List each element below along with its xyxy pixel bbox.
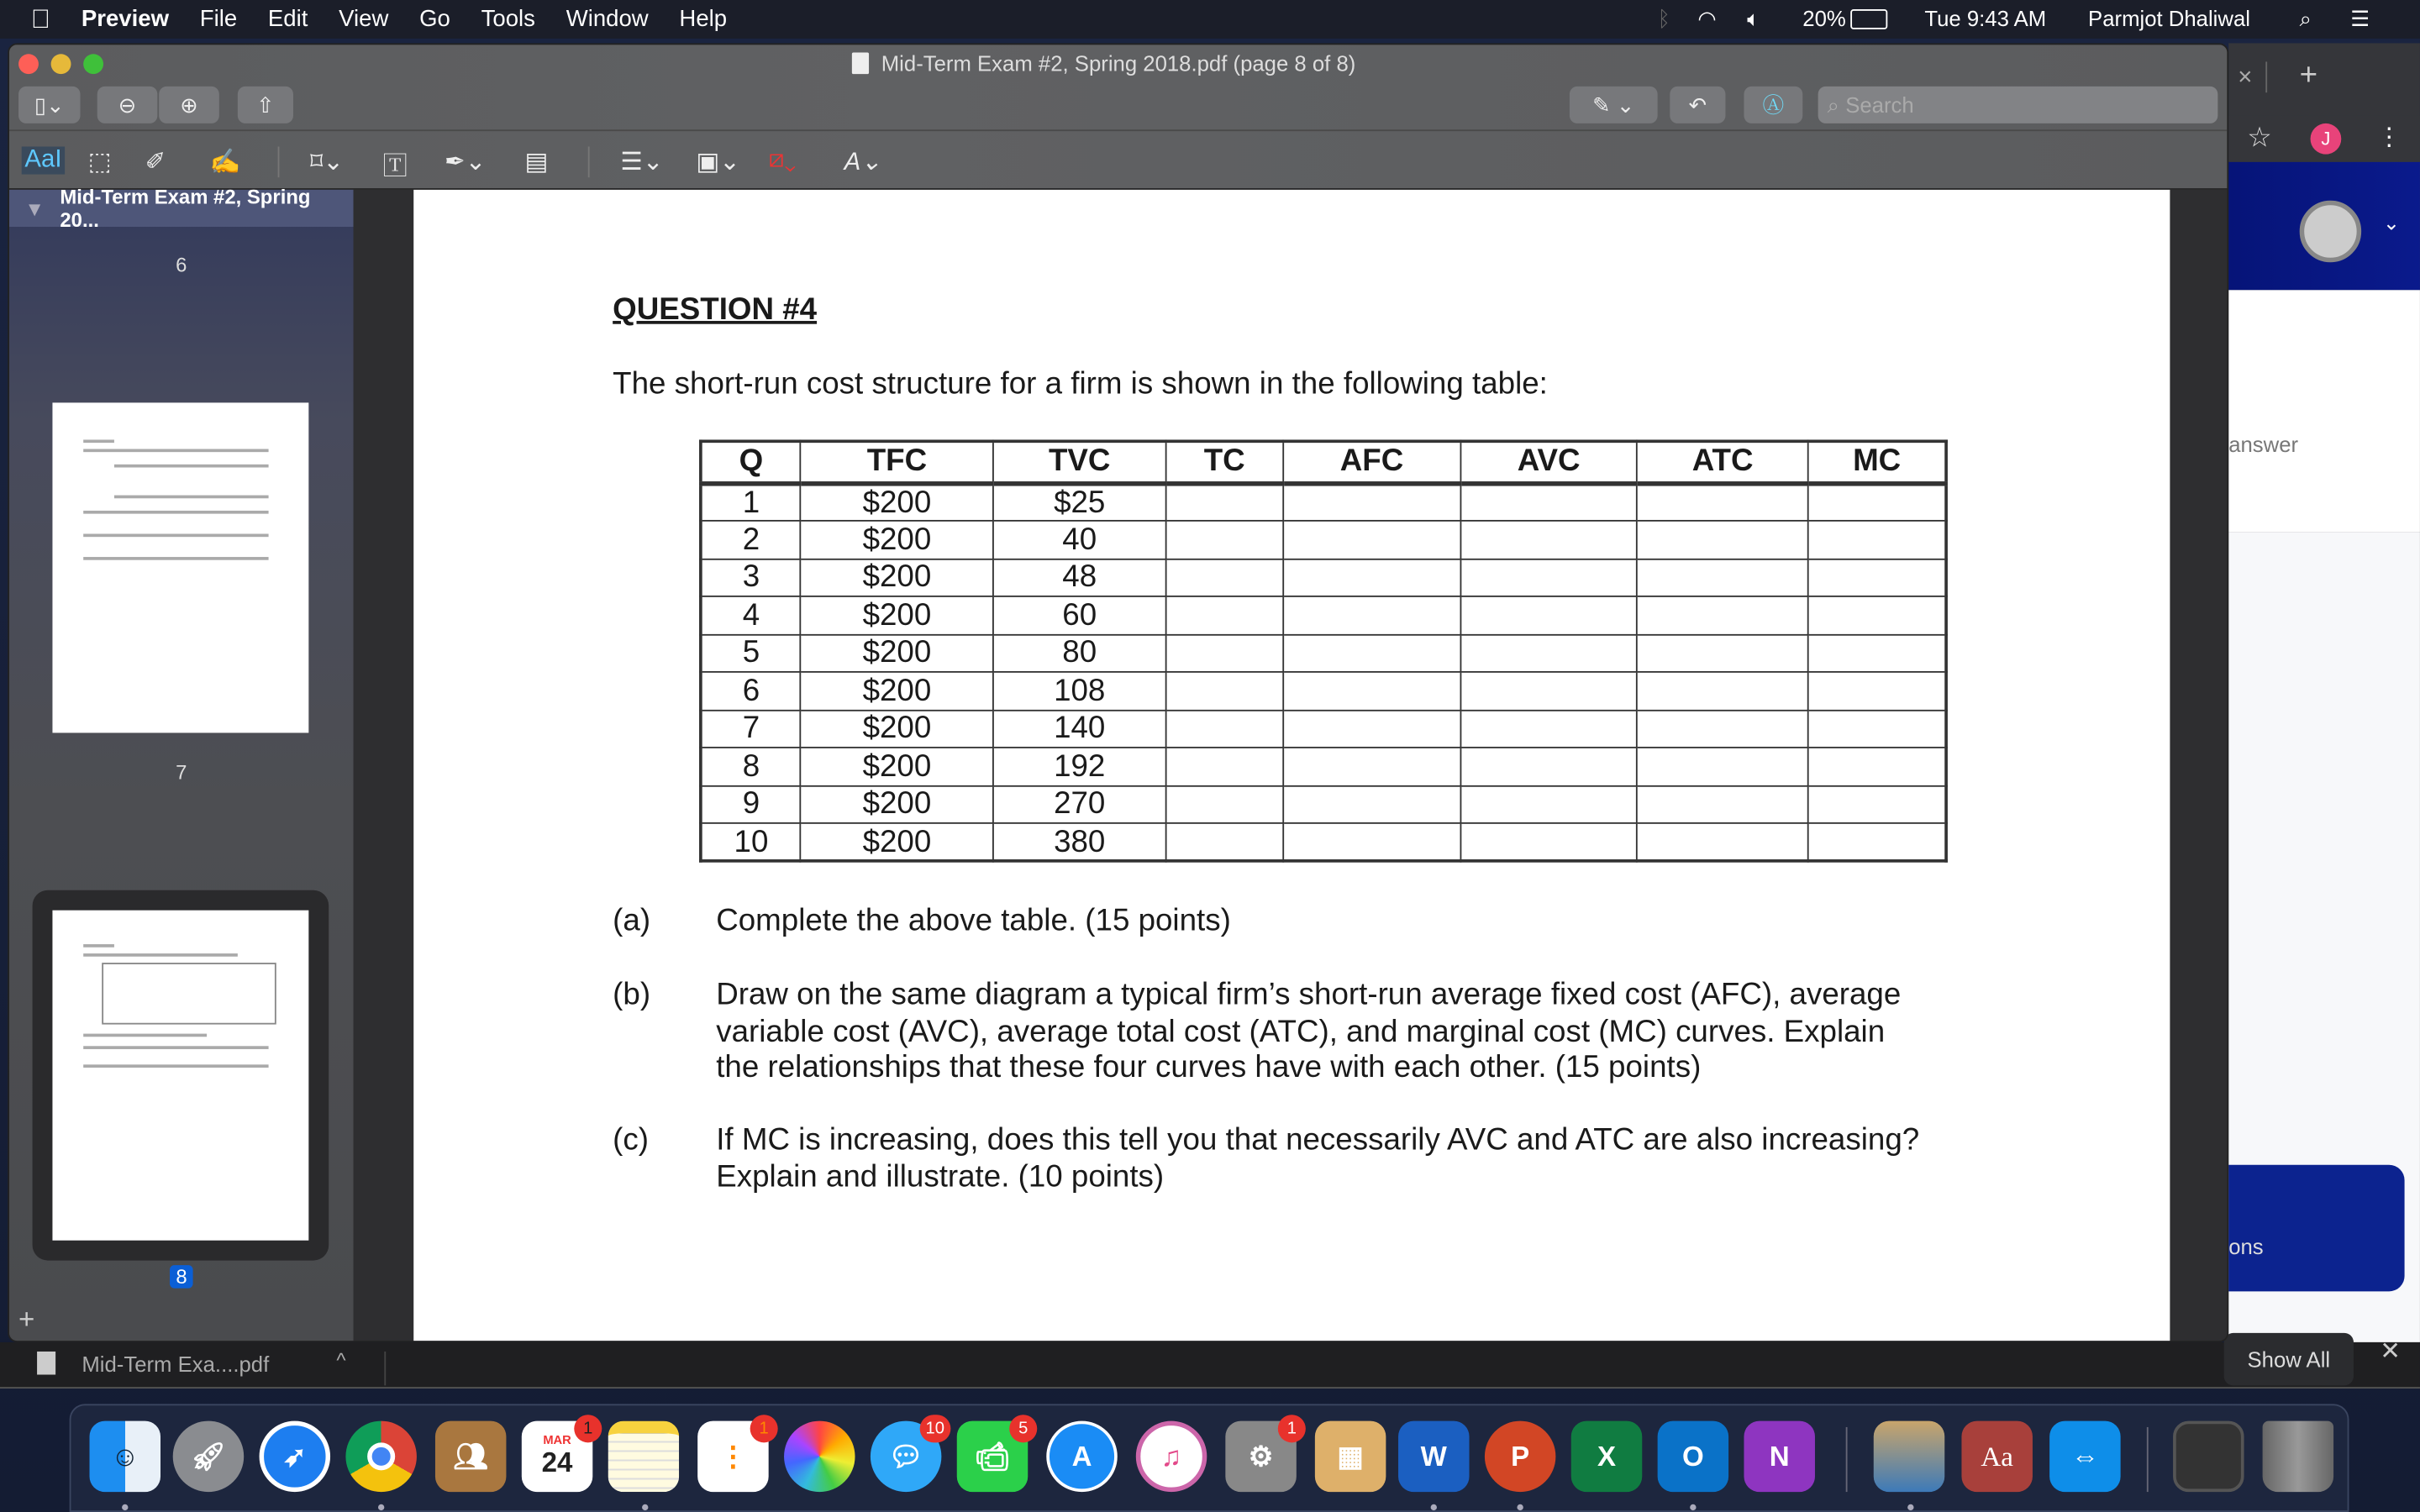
cell-q: 3	[701, 559, 801, 596]
cell-tfc: $200	[801, 559, 993, 596]
text-style-tool[interactable]: A⌄	[844, 150, 881, 176]
battery-percent[interactable]: 20%	[1802, 6, 1846, 31]
cell-afc	[1283, 521, 1461, 559]
cell-tvc: 40	[993, 521, 1166, 559]
teamviewer-icon[interactable]: ⇔	[2049, 1421, 2120, 1492]
column-header-tfc: TFC	[801, 441, 993, 483]
powerpoint-icon[interactable]: P	[1485, 1421, 1555, 1492]
clock[interactable]: Tue 9:43 AM	[1924, 6, 2047, 31]
cell-tc	[1166, 748, 1283, 785]
cell-avc	[1460, 672, 1637, 710]
cell-afc	[1283, 483, 1461, 521]
blue-action-button[interactable]: ons	[2228, 1165, 2404, 1292]
share-button[interactable]: ⇧	[238, 87, 293, 123]
reminders-icon[interactable]: ⋮ 1	[697, 1421, 768, 1492]
cell-atc	[1637, 483, 1808, 521]
cell-tfc: $200	[801, 748, 993, 785]
signature-tool[interactable]: ✒⌄	[444, 150, 487, 176]
cell-tc	[1166, 521, 1283, 559]
facetime-icon[interactable]: 📹︎ 5	[957, 1421, 1028, 1492]
cell-q: 4	[701, 596, 801, 634]
rotate-button[interactable]: ↶	[1670, 87, 1725, 123]
draw-tool[interactable]: ✍	[209, 150, 241, 176]
cell-tvc: 380	[993, 823, 1166, 861]
page-thumbnail-8[interactable]	[52, 911, 308, 1241]
cell-tc	[1166, 823, 1283, 861]
question-a-text: Complete the above table. (15 points)	[716, 904, 1231, 938]
cell-atc	[1637, 559, 1808, 596]
toolbar	[9, 45, 2228, 190]
cell-q: 8	[701, 748, 801, 785]
column-header-q: Q	[701, 441, 801, 483]
cell-mc	[1808, 672, 1946, 710]
menu-window[interactable]: Window	[546, 6, 629, 33]
calendar-badge: 1	[574, 1415, 602, 1442]
menu-app-preview[interactable]: Preview	[61, 6, 150, 33]
pdf-page	[413, 190, 2170, 1342]
finder-icon[interactable]: ☺	[90, 1421, 160, 1492]
search-icon: ⌕	[1827, 92, 1846, 117]
cell-tfc: $200	[801, 596, 993, 634]
download-options-chevron-icon[interactable]: ^	[336, 1348, 346, 1372]
cell-atc	[1637, 672, 1808, 710]
cell-atc	[1637, 785, 1808, 823]
cell-tfc: $200	[801, 823, 993, 861]
archive-utility-icon[interactable]: ▦	[1315, 1421, 1386, 1492]
minimized-window-thumbnail[interactable]	[2173, 1421, 2244, 1492]
question-c-label: (c)	[613, 1123, 650, 1158]
cell-afc	[1283, 559, 1461, 596]
volume-icon[interactable]: 🔈︎	[1747, 6, 1760, 31]
close-tab-button[interactable]: ×	[2238, 65, 2253, 92]
fill-color-tool[interactable]: ⧄⌄	[768, 146, 797, 173]
question-heading: QUESTION #4	[613, 292, 818, 328]
cell-mc	[1808, 634, 1946, 672]
pdf-file-icon	[37, 1352, 55, 1375]
cell-tc	[1166, 559, 1283, 596]
table-row	[701, 483, 1946, 521]
answer-text: answer	[2228, 432, 2299, 457]
spotlight-icon[interactable]: ⌕	[2299, 6, 2312, 31]
column-header-tc: TC	[1166, 441, 1283, 483]
cell-avc	[1460, 596, 1637, 634]
table-row	[701, 634, 1946, 672]
sidebar-toggle-button[interactable]: ▯⌄	[18, 87, 80, 123]
cell-tvc: 80	[993, 634, 1166, 672]
menu-help[interactable]: Help	[660, 6, 708, 33]
table-row	[701, 785, 1946, 823]
cell-tvc: 270	[993, 785, 1166, 823]
notes-icon[interactable]	[608, 1421, 679, 1492]
download-item[interactable]: Mid-Term Exa....pdf	[82, 1351, 270, 1377]
cell-tvc: 108	[993, 672, 1166, 710]
browser-window	[2228, 43, 2420, 1342]
notification-center-icon[interactable]: ☰	[2350, 6, 2370, 31]
shapes-tool[interactable]: ⌑⌄	[310, 150, 344, 176]
cell-avc	[1460, 483, 1637, 521]
cell-q: 9	[701, 785, 801, 823]
word-icon[interactable]: W	[1398, 1421, 1469, 1492]
document-view[interactable]	[354, 190, 2229, 1342]
cell-avc	[1460, 559, 1637, 596]
itunes-icon[interactable]: ♫	[1136, 1421, 1207, 1492]
table-header-row	[701, 441, 1946, 483]
cell-atc	[1637, 748, 1808, 785]
calendar-icon[interactable]: MAR 24 1	[522, 1421, 592, 1492]
table-row	[701, 521, 1946, 559]
dock	[70, 1404, 2349, 1512]
excel-icon[interactable]: X	[1571, 1421, 1642, 1492]
apple-icon[interactable]	[31, 4, 50, 35]
add-page-button[interactable]: +	[18, 1304, 35, 1335]
cell-tfc: $200	[801, 785, 993, 823]
table-row	[701, 710, 1946, 748]
user-name[interactable]: Parmjot Dhaliwal	[2088, 6, 2250, 31]
cell-afc	[1283, 596, 1461, 634]
battery-icon[interactable]	[1850, 9, 1887, 29]
cell-q: 7	[701, 710, 801, 748]
cell-tfc: $200	[801, 634, 993, 672]
sketch-tool[interactable]: ✐	[145, 150, 166, 176]
window-title: Mid-Term Exam #2, Spring 2018.pdf (page 8 of 8)	[881, 50, 1356, 76]
page-number-7: 7	[176, 760, 187, 785]
text-box-tool[interactable]: 🅃	[382, 154, 408, 181]
menu-bar	[0, 0, 2420, 39]
cell-mc	[1808, 596, 1946, 634]
table-body	[701, 483, 1946, 861]
cell-afc	[1283, 672, 1461, 710]
highlight-button[interactable]: ✎ ⌄	[1570, 87, 1658, 123]
menu-view[interactable]: View	[318, 6, 369, 33]
table-row	[701, 596, 1946, 634]
cell-tvc: 60	[993, 596, 1166, 634]
cell-tc	[1166, 672, 1283, 710]
preview-app-icon[interactable]	[1874, 1421, 1944, 1492]
note-tool[interactable]: ▤	[524, 150, 549, 176]
column-header-mc: MC	[1808, 441, 1946, 483]
messages-icon[interactable]: 💬︎ 10	[871, 1421, 941, 1492]
cell-avc	[1460, 521, 1637, 559]
app-store-icon[interactable]: A	[1046, 1421, 1117, 1492]
cell-tvc: 48	[993, 559, 1166, 596]
cell-tc	[1166, 483, 1283, 521]
cell-atc	[1637, 596, 1808, 634]
cell-tfc: $200	[801, 710, 993, 748]
cell-mc	[1808, 823, 1946, 861]
profile-avatar[interactable]: J	[2311, 123, 2342, 155]
rect-selection-tool[interactable]: ⬚	[87, 150, 112, 176]
column-header-atc: ATC	[1637, 441, 1808, 483]
cell-atc	[1637, 710, 1808, 748]
question-b-label: (b)	[613, 978, 651, 1012]
cell-mc	[1808, 483, 1946, 521]
cell-mc	[1808, 785, 1946, 823]
cell-mc	[1808, 748, 1946, 785]
cell-mc	[1808, 559, 1946, 596]
launchpad-icon[interactable]: 🚀︎	[173, 1421, 244, 1492]
close-window-button[interactable]	[18, 54, 39, 74]
cell-tvc: 192	[993, 748, 1166, 785]
question-a-label: (a)	[613, 904, 651, 938]
zoom-out-button[interactable]: ⊖	[97, 87, 158, 123]
cell-q: 10	[701, 823, 801, 861]
cell-q: 5	[701, 634, 801, 672]
cost-table	[699, 439, 1948, 862]
sidebar-document-header[interactable]: ▼ Mid-Term Exam #2, Spring 20...	[9, 190, 354, 227]
menu-edit[interactable]: Edit	[248, 6, 289, 33]
wifi-icon[interactable]: ◠	[1697, 6, 1717, 31]
contacts-icon[interactable]: 👥︎	[435, 1421, 506, 1492]
cell-tfc: $200	[801, 483, 993, 521]
page-number-6: 6	[176, 253, 187, 276]
search-input[interactable]: ⌕ Search	[1818, 87, 2218, 123]
cell-mc	[1808, 710, 1946, 748]
onenote-icon[interactable]: N	[1744, 1421, 1814, 1492]
cell-tfc: $200	[801, 521, 993, 559]
cell-afc	[1283, 823, 1461, 861]
column-header-avc: AVC	[1460, 441, 1637, 483]
bluetooth-icon[interactable]: ᛒ	[1657, 6, 1671, 31]
cell-atc	[1637, 823, 1808, 861]
site-header	[2228, 162, 2420, 290]
cell-q: 2	[701, 521, 801, 559]
markup-button[interactable]: Ⓐ	[1744, 87, 1802, 123]
new-tab-button[interactable]: +	[2299, 58, 2318, 93]
cell-atc	[1637, 521, 1808, 559]
shape-style-tool[interactable]: ☰⌄	[620, 150, 664, 176]
thumbnail-sidebar	[9, 185, 354, 1342]
question-intro: The short-run cost structure for a firm is shown in the following table:	[613, 367, 1548, 402]
chrome-icon[interactable]	[345, 1421, 416, 1492]
tab-divider	[2265, 61, 2267, 92]
zoom-window-button[interactable]	[83, 54, 103, 74]
menu-go[interactable]: Go	[399, 6, 431, 33]
preview-window	[8, 43, 2228, 1342]
question-b-text: Draw on the same diagram a typical firm’s short-run average fixed cost (AFC), average variable cost (AVC), average total cost (ATC), and marginal cost (MC) curves. Explain the relationships that these four curves have with each other. (15 points)	[716, 978, 1902, 1085]
downloads-bar	[0, 1339, 2420, 1389]
menu-tools[interactable]: Tools	[461, 6, 516, 33]
cell-avc	[1460, 634, 1637, 672]
cell-tc	[1166, 596, 1283, 634]
user-avatar[interactable]	[2300, 201, 2361, 262]
question-c-text: If MC is increasing, does this tell you that necessarily AVC and ATC are also increasing? Explain and illustrate. (10 points)	[716, 1123, 1920, 1194]
outlook-icon[interactable]: O	[1658, 1421, 1728, 1492]
text-selection-tool[interactable]: AaI	[22, 146, 65, 174]
safari-icon[interactable]: ➶	[260, 1421, 330, 1492]
cell-atc	[1637, 634, 1808, 672]
cell-afc	[1283, 748, 1461, 785]
column-header-tvc: TVC	[993, 441, 1166, 483]
cell-avc	[1460, 823, 1637, 861]
close-downloads-button[interactable]: ✕	[2380, 1339, 2401, 1366]
cell-q: 1	[701, 483, 801, 521]
chevron-down-icon[interactable]: ⌄	[2382, 211, 2400, 235]
cell-avc	[1460, 748, 1637, 785]
disclosure-triangle-icon[interactable]: ▼	[24, 197, 45, 220]
cell-tvc: 140	[993, 710, 1166, 748]
cell-afc	[1283, 634, 1461, 672]
system-preferences-icon[interactable]: ⚙ 1	[1225, 1421, 1296, 1492]
cell-tvc: $25	[993, 483, 1166, 521]
trash-icon[interactable]	[2263, 1421, 2333, 1492]
page-number-8-selected: 8	[170, 1265, 193, 1289]
dictionary-icon[interactable]: Aa	[1961, 1421, 2032, 1492]
show-all-button[interactable]: Show All	[2224, 1333, 2354, 1385]
cell-tc	[1166, 710, 1283, 748]
border-color-tool[interactable]: ▣⌄	[696, 150, 740, 176]
document-icon	[852, 52, 869, 74]
cell-mc	[1808, 521, 1946, 559]
cell-tfc: $200	[801, 672, 993, 710]
column-header-afc: AFC	[1283, 441, 1461, 483]
zoom-in-button[interactable]: ⊕	[159, 87, 219, 123]
cell-afc	[1283, 785, 1461, 823]
cell-avc	[1460, 785, 1637, 823]
cell-tc	[1166, 785, 1283, 823]
bookmark-star-icon[interactable]: ☆	[2247, 122, 2272, 153]
table-row	[701, 672, 1946, 710]
table-row	[701, 559, 1946, 596]
cell-avc	[1460, 710, 1637, 748]
table-row	[701, 748, 1946, 785]
cell-tc	[1166, 634, 1283, 672]
table-row	[701, 823, 1946, 861]
photos-icon[interactable]	[784, 1421, 855, 1492]
cell-q: 6	[701, 672, 801, 710]
menu-file[interactable]: File	[180, 6, 218, 33]
page-thumbnail-7[interactable]	[52, 402, 308, 732]
minimize-window-button[interactable]	[51, 54, 71, 74]
cell-afc	[1283, 710, 1461, 748]
browser-menu-icon[interactable]: ⋮	[2376, 124, 2402, 151]
